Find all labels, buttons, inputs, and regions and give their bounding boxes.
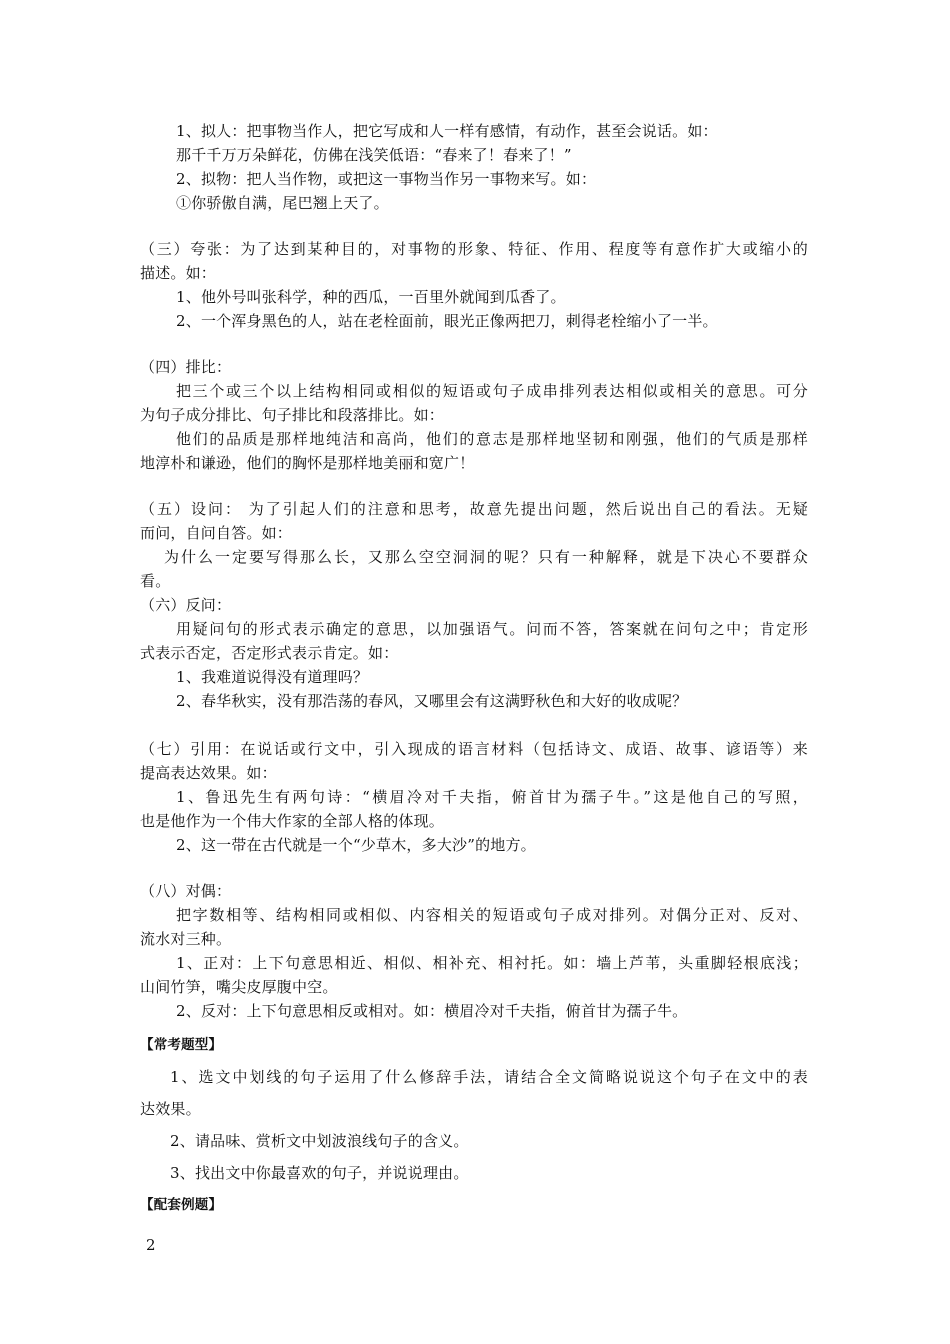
text-line: 把三个或三个以上结构相同或相似的短语或句子成串排列表达相似或相关的意思。可分 bbox=[176, 382, 808, 400]
text-line: （六）反问： bbox=[140, 596, 232, 614]
section-heading: 【常考题型】 bbox=[140, 1037, 223, 1053]
text-line: ①你骄傲自满，尾巴翘上天了。 bbox=[176, 194, 389, 212]
text-line: 把字数相等、结构相同或相似、内容相关的短语或句子成对排列。对偶分正对、反对、 bbox=[176, 906, 808, 924]
text-line: （八）对偶： bbox=[140, 882, 232, 900]
text-line: 而问，自问自答。如： bbox=[140, 524, 293, 542]
text-line: 式表示否定，否定形式表示肯定。如： bbox=[140, 644, 399, 662]
text-line: 2、拟物：把人当作物，或把这一事物当作另一事物来写。如： bbox=[176, 170, 597, 188]
text-line: （四）排比： bbox=[140, 358, 232, 376]
text-line: 2、春华秋实，没有那浩荡的春风，又哪里会有这满野秋色和大好的收成呢？ bbox=[176, 692, 688, 710]
text-line: 1、拟人：把事物当作人，把它写成和人一样有感情，有动作，甚至会说话。如： bbox=[176, 122, 718, 140]
section-heading: 【配套例题】 bbox=[140, 1197, 223, 1213]
text-line: 流水对三种。 bbox=[140, 930, 232, 948]
text-line: 1、鲁迅先生有两句诗：“横眉冷对千夫指，俯首甘为孺子牛。”这是他自己的写照， bbox=[176, 788, 808, 806]
text-line: 2、请品味、赏析文中划波浪线句子的含义。 bbox=[170, 1132, 469, 1150]
text-line: 那千千万万朵鲜花，仿佛在浅笑低语：“春来了！春来了！” bbox=[176, 146, 572, 164]
text-line: 1、正对：上下句意思相近、相似、相补充、相衬托。如：墙上芦苇，头重脚轻根底浅； bbox=[176, 954, 808, 972]
text-line: 看。 bbox=[140, 572, 171, 590]
text-line: （五）设问： 为了引起人们的注意和思考，故意先提出问题，然后说出自己的看法。无疑 bbox=[140, 500, 808, 518]
text-line: 用疑问句的形式表示确定的意思，以加强语气。问而不答，答案就在问句之中；肯定形 bbox=[176, 620, 808, 638]
text-line: 2、一个浑身黑色的人，站在老栓面前，眼光正像两把刀，刺得老栓缩小了一半。 bbox=[176, 312, 718, 330]
text-line: 2、反对：上下句意思相反或相对。如：横眉冷对千夫指，俯首甘为孺子牛。 bbox=[176, 1002, 688, 1020]
text-line: 2、这一带在古代就是一个“少草木，多大沙”的地方。 bbox=[176, 836, 536, 854]
text-line: （七）引用：在说话或行文中，引入现成的语言材料（包括诗文、成语、故事、谚语等）来 bbox=[140, 740, 808, 758]
text-line: 地淳朴和谦逊，他们的胸怀是那样地美丽和宽广！ bbox=[140, 454, 475, 472]
text-line: 1、他外号叫张科学，种的西瓜，一百里外就闻到瓜香了。 bbox=[176, 288, 566, 306]
text-line: （三）夸张：为了达到某种目的，对事物的形象、特征、作用、程度等有意作扩大或缩小的 bbox=[140, 240, 808, 258]
page-number: 2 bbox=[146, 1236, 156, 1254]
text-line: 3、找出文中你最喜欢的句子，并说说理由。 bbox=[170, 1164, 469, 1182]
text-line: 为句子成分排比、句子排比和段落排比。如： bbox=[140, 406, 445, 424]
text-line: 描述。如： bbox=[140, 264, 217, 282]
text-line: 为什么一定要写得那么长，又那么空空洞洞的呢？只有一种解释，就是下决心不要群众 bbox=[164, 548, 808, 566]
text-line: 达效果。 bbox=[140, 1100, 201, 1118]
text-line: 他们的品质是那样地纯洁和高尚，他们的意志是那样地坚韧和刚强，他们的气质是那样 bbox=[176, 430, 808, 448]
text-line: 山间竹笋，嘴尖皮厚腹中空。 bbox=[140, 978, 338, 996]
text-line: 也是他作为一个伟大作家的全部人格的体现。 bbox=[140, 812, 445, 830]
text-line: 1、我难道说得没有道理吗？ bbox=[176, 668, 369, 686]
text-line: 提高表达效果。如： bbox=[140, 764, 277, 782]
text-line: 1、选文中划线的句子运用了什么修辞手法，请结合全文简略说说这个句子在文中的表 bbox=[170, 1068, 808, 1086]
